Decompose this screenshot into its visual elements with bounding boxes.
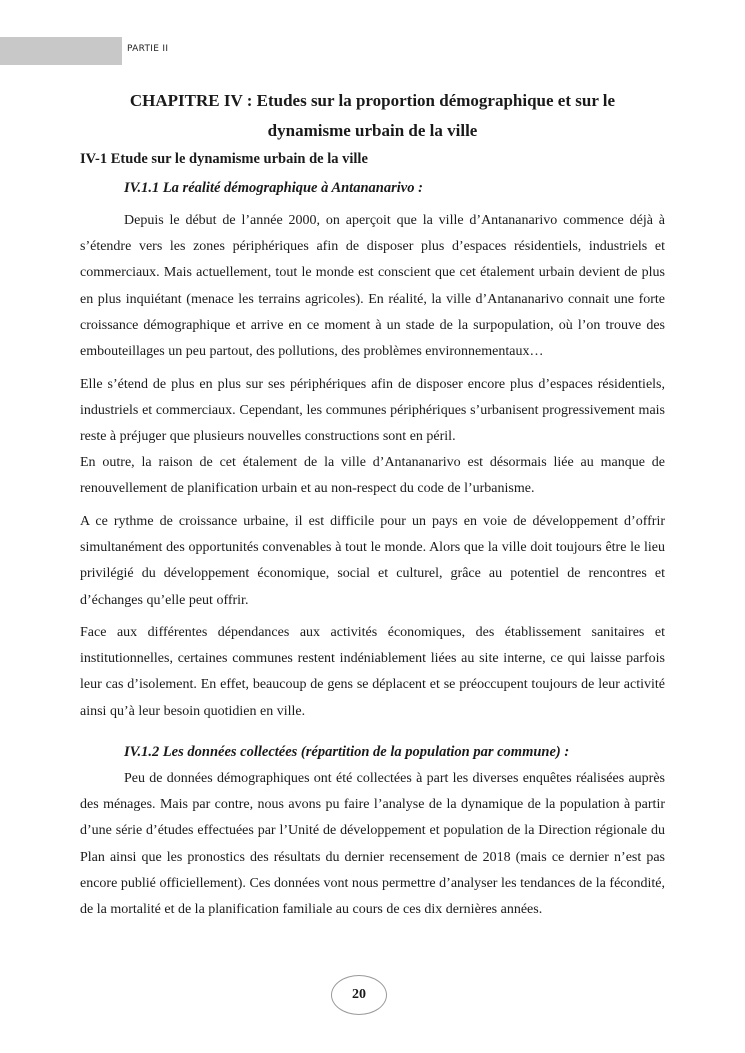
chapter-title-line-2: dynamisme urbain de la ville xyxy=(267,121,478,140)
header-part-label: PARTIE II xyxy=(127,44,169,54)
paragraph: A ce rythme de croissance urbaine, il est difficile pour un pays en voie de développement d’offrir simultanément des opportunités convenables à tout le monde. Alors que la ville doit toujours être le lieu privilégié du développement économique, social et culturel, grâce au potentiel de rencontres et d’échanges qu’elle peut offrir. xyxy=(80,514,665,608)
paragraph: Face aux différentes dépendances aux activités économiques, des établissement sanitaires et institutionnelles, certaines communes restent indéniablement liées au site interne, ce qui laisse parfois leur cas d’isolement. En effet, beaucoup de gens se déplacent et se préoccupent toujours de leur activité ainsi qu’à leur besoin quotidien en ville. xyxy=(80,625,665,719)
chapter-title xyxy=(80,86,665,146)
paragraph: Peu de données démographiques ont été collectées à part les diverses enquêtes réalisées auprès des ménages. Mais par contre, nous avons pu faire l’analyse de la dynamique de la population à partir d’une série d’études effectuées par l’Unité de développement et population de la Direction régionale du Plan ainsi que les pronostics des résultats du dernier recensement de 2018 (mais ce dernier n’est pas encore publié officiellement). Ces données vont nous permettre d’analyser les tendances de la fécondité, de la mortalité et de la planification familiale au cours de ces dix dernières années. xyxy=(80,771,665,918)
header-gray-bar xyxy=(0,37,122,65)
section-heading: IV-1 Etude sur le dynamisme urbain de la ville xyxy=(80,151,368,167)
paragraph: En outre, la raison de cet étalement de la ville d’Antananarivo est désormais liée au manque de renouvellement de planification urbain et au non-respect du code de l’urbanisme. xyxy=(80,455,665,497)
subsection-heading-2: IV.1.2 Les données collectées (répartition de la population par commune) : xyxy=(124,744,570,760)
paragraph: Elle s’étend de plus en plus sur ses périphériques afin de disposer encore plus d’espaces résidentiels, industriels et commerciaux. Cependant, les communes périphériques s’urbanisent progressivement mais reste à préjuger que plusieurs nouvelles constructions sont en péril. xyxy=(80,377,665,445)
paragraph: Depuis le début de l’année 2000, on aperçoit que la ville d’Antananarivo commence déjà à s’étendre vers les zones périphériques afin de disposer plus d’espaces résidentiels, industriels et commerciaux. Mais actuellement, tout le monde est conscient que cet étalement urbain devient de plus en plus inquiétant (menace les terrains agricoles). En réalité, la ville d’Antananarivo connait une forte croissance démographique et arrive en ce moment à un stade de la surpopulation, où l’on trouve des embouteillages un peu partout, des pollutions, des problèmes environnementaux… xyxy=(80,213,665,360)
chapter-title-line-1: CHAPITRE IV : Etudes sur la proportion démographique et sur le xyxy=(129,91,616,110)
page-number: 20 xyxy=(331,975,387,1015)
subsection-heading-1: IV.1.1 La réalité démographique à Antananarivo : xyxy=(124,180,423,196)
